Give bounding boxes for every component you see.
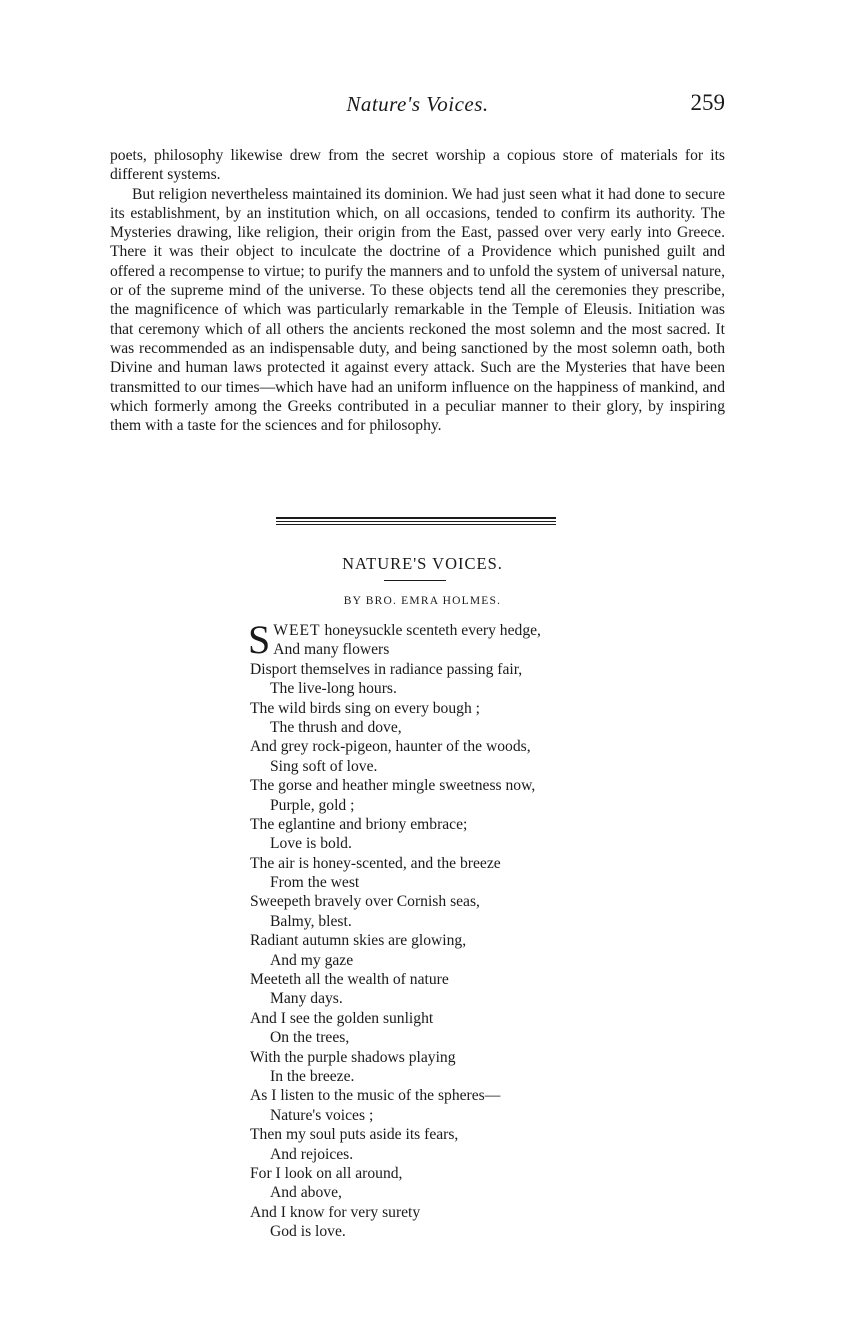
running-title: Nature's Voices.: [346, 92, 489, 116]
divider-rule: [276, 521, 556, 522]
poem-line: The thrush and dove,: [270, 718, 402, 736]
poem-line: And my gaze: [270, 951, 354, 969]
poem-line: Balmy, blest.: [270, 912, 352, 930]
poem-line: On the trees,: [270, 1029, 350, 1047]
poem-line: The live-long hours.: [270, 680, 397, 698]
poem-line: Meeteth all the wealth of nature: [250, 971, 449, 989]
poem-line: The wild birds sing on every bough ;: [250, 699, 480, 717]
poem-line: Radiant autumn skies are glowing,: [250, 932, 467, 950]
drop-cap: S: [248, 617, 271, 662]
poem-line: Disport themselves in radiance passing fair,: [250, 660, 523, 678]
section-divider: [276, 517, 556, 527]
page-number: 259: [690, 90, 725, 115]
prose-body: [110, 146, 725, 435]
poem-byline: BY BRO. EMRA HOLMES.: [343, 595, 502, 607]
divider-rule: [276, 517, 556, 519]
poem-title: NATURE'S VOICES.: [342, 554, 503, 573]
poem-line: And I know for very surety: [250, 1203, 421, 1221]
poem-body: [248, 617, 670, 1242]
poem-line: As I listen to the music of the spheres—: [250, 1087, 501, 1105]
poem-line: From the west: [270, 874, 360, 892]
poem-first-word: WEET: [273, 622, 321, 639]
title-rule: [384, 580, 446, 581]
poem-line: Then my soul puts aside its fears,: [250, 1126, 459, 1144]
poem-line: Love is bold.: [270, 835, 352, 853]
poem-line: Purple, gold ;: [270, 796, 355, 814]
poem-line: And I see the golden sunlight: [250, 1009, 434, 1027]
poem-line: The gorse and heather mingle sweetness now,: [250, 777, 536, 795]
poem-line: Nature's voices ;: [270, 1106, 374, 1124]
running-head: [110, 92, 725, 122]
poem-line: And above,: [270, 1184, 342, 1202]
poem-line: And rejoices.: [270, 1145, 354, 1163]
poem-line: Sing soft of love.: [270, 757, 378, 775]
poem-line: Sweepeth bravely over Cornish seas,: [250, 893, 480, 911]
poem-line: In the breeze.: [270, 1068, 355, 1085]
poem-line: God is love.: [270, 1223, 346, 1241]
prose-paragraph: But religion nevertheless maintained its dominion. We had just seen what it had done to secure its establishment, by an institution which, on all occasions, tended to confirm its authority. The Mysteries drawing, like religion, their origin from the East, passed over very early into Greece. There it was their object to inculcate the doctrine of a Providence which punished guilt and offered a recompense to virtue; to purify the manners and to unfold the system of universal nature, or of the supreme mind of the universe. To these objects tend all the ceremonies they prescribe, the magnificence of which was particularly remarkable in the Temple of Eleusis. Initiation was that ceremony which of all others the ancients reckoned the most solemn and the most sacred. It was recommended as an indispensable duty, and being sanctioned by the most solemn oath, both Divine and human laws protected it against every attack. Such are the Mysteries that have been transmitted to our times—which have had an uniform influence on the happiness of mankind, and which formerly among the Greeks contributed in a peculiar manner to their glory, by inspiring them with a taste for the sciences and for philosophy.: [110, 185, 725, 435]
poem-line: The air is honey-scented, and the breeze: [250, 854, 501, 872]
poem-line: The eglantine and briony embrace;: [250, 815, 468, 833]
poem-line: Many days.: [270, 990, 343, 1008]
poem-first-line-rest: honeysuckle scenteth every hedge,: [320, 622, 541, 639]
poem-line: With the purple shadows playing: [250, 1048, 456, 1066]
poem-line: And grey rock-pigeon, haunter of the woods,: [250, 738, 531, 756]
poem-line: And many flowers: [273, 641, 390, 659]
prose-paragraph: poets, philosophy likewise drew from the secret worship a copious store of materials for its different systems.: [110, 147, 725, 184]
poem-lines: [250, 640, 670, 1241]
poem-line: For I look on all around,: [250, 1164, 403, 1182]
divider-rule: [276, 524, 556, 525]
